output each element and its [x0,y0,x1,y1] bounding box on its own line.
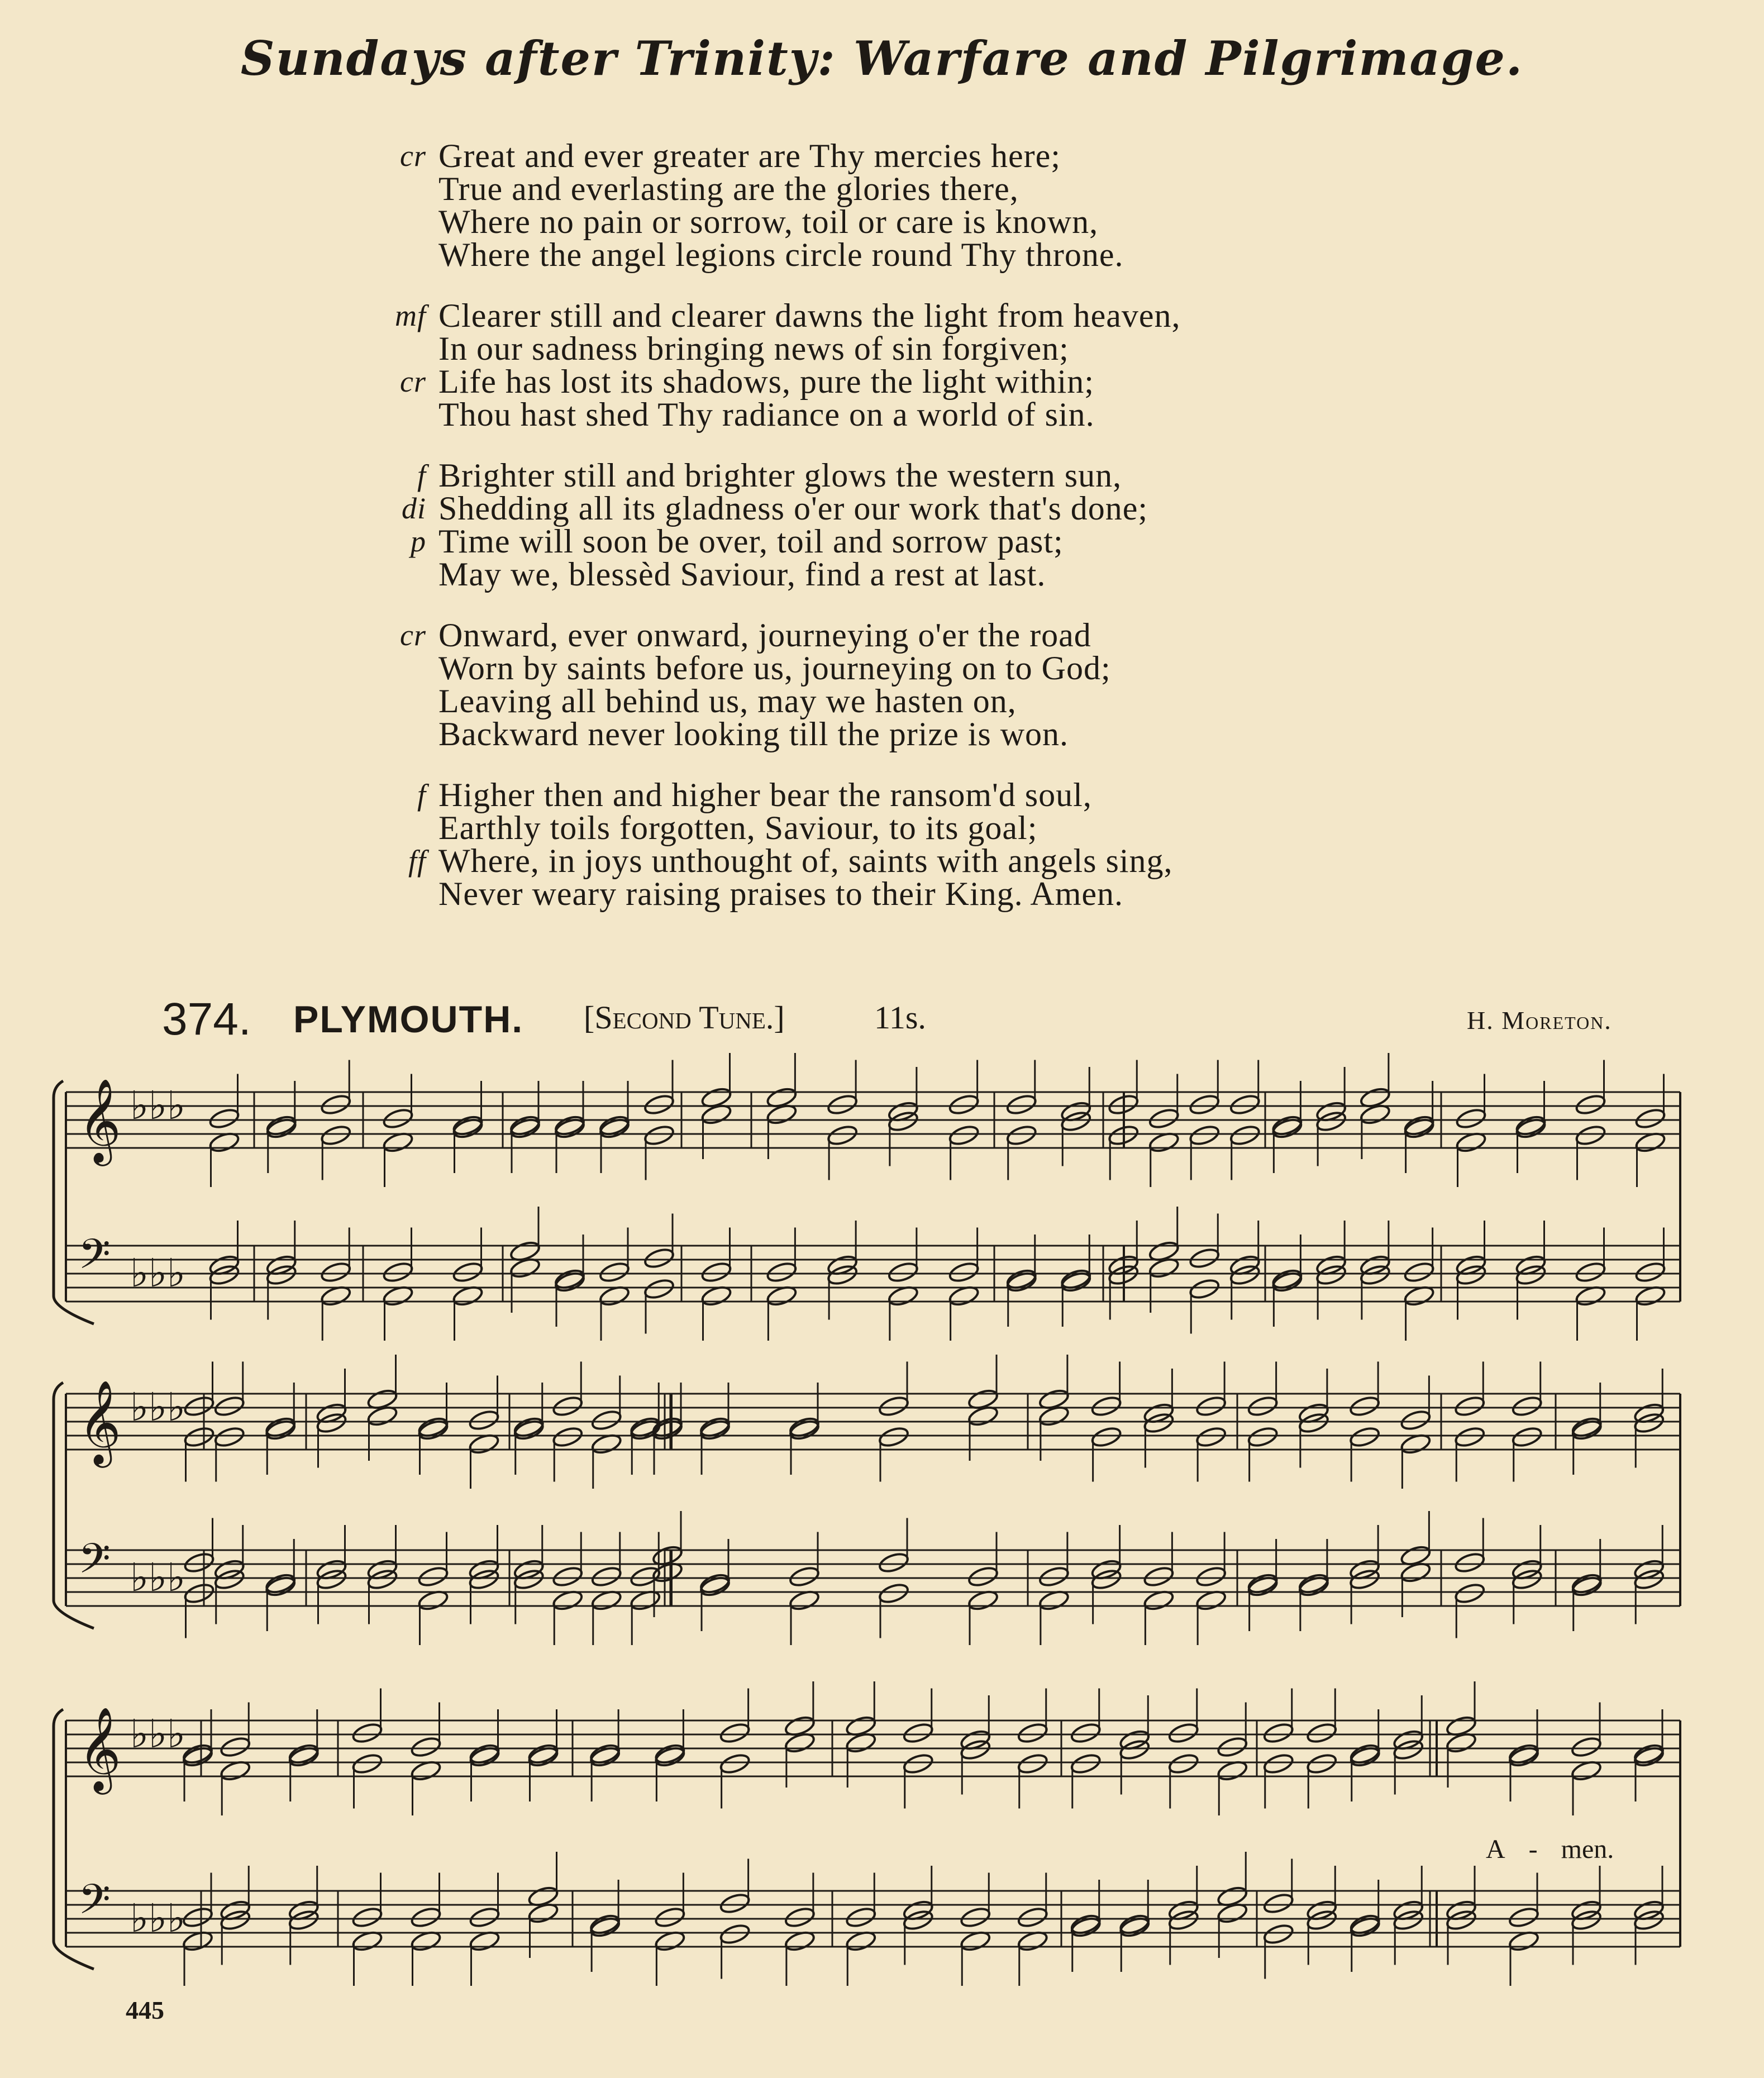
note-head [948,1260,980,1284]
note-head [1570,1735,1603,1758]
note-head [183,1581,216,1605]
note-head [320,1093,352,1116]
note-head [551,1565,584,1588]
note-head [1453,1425,1486,1448]
note-head [1262,1922,1295,1946]
note-head [654,1905,686,1929]
note-head [1142,1411,1175,1434]
amen-syllable-men: men. [1561,1834,1614,1864]
note-head [183,1425,216,1448]
composer: H. Moreton. [1467,1006,1612,1035]
verse-text: Great and ever greater are Thy mercies here; [438,137,1061,174]
note-head [1445,1908,1477,1932]
note-head [643,1123,675,1147]
note-head [1511,1567,1543,1591]
note-head [788,1565,821,1588]
note-head [643,1246,675,1270]
note-head [1060,1109,1092,1133]
note-head [1511,1425,1543,1448]
note-head [1633,1411,1665,1434]
note-head [1262,1721,1295,1745]
note-head [1017,1721,1049,1745]
dynamic-mark: mf [395,299,426,332]
dynamic-mark: ff [408,844,426,878]
note-head [410,1735,442,1758]
note-head [208,1107,241,1130]
verse-text: Where the angel legions circle round Thy throne. [438,236,1124,273]
note-head [1167,1752,1200,1775]
note-head [959,1738,991,1761]
note-head [826,1263,859,1286]
note-head [1090,1394,1123,1418]
note-head [1038,1565,1070,1588]
note-head [1247,1394,1279,1418]
note-head [1348,1567,1381,1591]
note-head [590,1565,623,1588]
note-head [1570,1908,1603,1932]
note-head [959,1905,991,1929]
flat-icon: ♭♭♭ [130,1384,186,1430]
note-head [719,1891,751,1915]
note-head [1633,1567,1665,1591]
note-head [1017,1905,1049,1929]
note-head [1188,1246,1221,1270]
note-head [1453,1551,1486,1574]
verse-text: In our sadness bringing news of sin forgiven; [438,330,1069,367]
note-head [213,1567,246,1591]
flat-icon: ♭♭♭ [130,1250,186,1296]
amen-lyric [1486,1834,1614,1865]
note-head [590,1408,623,1432]
note-head [1634,1107,1667,1130]
note-head [1229,1263,1261,1286]
note-head [1633,1908,1665,1932]
note-head [1142,1565,1175,1588]
note-head [1455,1107,1488,1130]
note-head [1575,1123,1607,1147]
note-head [452,1260,484,1284]
note-head [1634,1260,1667,1284]
verse-text: Life has lost its shadows, pure the light within; [438,363,1094,400]
note-head [826,1123,859,1147]
note-head [1575,1093,1607,1116]
note-head [700,1260,733,1284]
note-head [513,1567,545,1591]
verse-text: Where, in joys unthought of, saints with angels sing, [438,842,1173,879]
bass-clef-icon: 𝄢 [78,1534,111,1593]
note-head [469,1905,501,1929]
music-systems [54,1078,1680,1969]
note-head [1118,1738,1151,1761]
note-head [1392,1908,1424,1932]
note-head [382,1260,414,1284]
note-head [468,1408,500,1432]
note-head [1188,1123,1221,1147]
note-head [1305,1721,1338,1745]
note-head [878,1551,910,1574]
verse-text: True and everlasting are the glories there, [438,170,1019,207]
note-head [183,1551,216,1574]
note-head [1348,1394,1381,1418]
dynamic-mark: p [411,525,426,558]
verse-text: Clearer still and clearer dawns the light from heaven, [438,297,1181,334]
note-head [1392,1738,1424,1761]
note-head [1515,1263,1547,1286]
note-head [887,1260,919,1284]
note-head [719,1752,751,1775]
verse-text: May we, blessèd Saviour, find a rest at last. [438,556,1046,593]
dynamic-mark: f [417,459,426,492]
note-head [551,1425,584,1448]
note-head [1399,1408,1432,1432]
note-head [1167,1908,1200,1932]
bass-clef-icon: 𝄢 [78,1875,111,1934]
note-head [1195,1565,1227,1588]
note-head [213,1394,246,1418]
note-head [1453,1394,1486,1418]
flat-icon: ♭♭♭ [130,1555,186,1600]
note-head [1167,1721,1200,1745]
note-head [351,1752,384,1775]
music-notes [182,1053,1666,1986]
note-head [1090,1567,1123,1591]
note-head [468,1567,500,1591]
note-head [1229,1093,1261,1116]
note-head [1247,1425,1279,1448]
verse-text: Shedding all its gladness o'er our work that's done; [438,490,1148,527]
note-head [288,1908,320,1932]
note-head [1262,1891,1295,1915]
dynamic-mark: f [417,778,426,812]
note-head [1455,1263,1488,1286]
note-head [948,1093,980,1116]
note-head [845,1905,877,1929]
note-head [826,1093,859,1116]
tune-note: [Second Tune.] [584,999,785,1036]
note-head [765,1260,798,1284]
note-head [948,1123,980,1147]
note-head [967,1565,999,1588]
verse-text: Never weary raising praises to their King. Amen. [438,875,1123,912]
amen-syllable-a: A [1486,1834,1505,1864]
dynamic-mark: cr [400,365,426,398]
note-head [316,1567,348,1591]
page-number: 445 [126,1996,164,2024]
note-head [382,1107,414,1130]
note-head [1070,1752,1102,1775]
note-head [1508,1905,1540,1929]
note-head [629,1565,661,1588]
note-head [417,1565,450,1588]
note-head [351,1905,384,1929]
note-head [1403,1260,1436,1284]
note-head [1511,1394,1543,1418]
note-head [213,1425,246,1448]
dynamic-mark: di [401,492,426,525]
note-head [902,1908,935,1932]
note-head [551,1394,584,1418]
amen-hyphen: - [1528,1834,1538,1864]
note-head [1188,1093,1221,1116]
verse-text: Worn by saints before us, journeying on to God; [438,650,1111,687]
flat-icon: ♭♭♭ [130,1711,186,1757]
running-header: Sundays after Trinity: Warfare and Pilgrimage. [240,31,1524,86]
note-head [1359,1263,1391,1286]
meter: 11s. [874,999,926,1036]
note-head [643,1277,675,1300]
note-head [878,1581,910,1605]
note-head [182,1905,214,1929]
note-head [1188,1277,1221,1300]
note-head [1017,1752,1049,1775]
note-head [320,1123,352,1147]
dynamic-mark: cr [400,618,426,652]
note-head [351,1721,384,1745]
note-head [1070,1721,1102,1745]
note-head [219,1735,251,1758]
note-head [1305,1752,1338,1775]
note-head [219,1908,251,1932]
flat-icon: ♭♭♭ [130,1895,186,1941]
note-head [719,1721,751,1745]
note-head [316,1411,348,1434]
note-head [1305,1908,1338,1932]
hymn-number: 374. [162,994,251,1045]
note-head [1315,1109,1347,1133]
note-head [1090,1425,1123,1448]
note-head [719,1922,751,1946]
note-head [1348,1425,1381,1448]
verse-text: Onward, ever onward, journeying o'er the road [438,617,1091,654]
note-head [784,1905,816,1929]
verse-text: Where no pain or sorrow, toil or care is known, [438,203,1099,240]
note-head [1453,1581,1486,1605]
dynamic-mark: cr [400,139,426,173]
note-head [878,1425,910,1448]
treble-clef-icon: 𝄞 [78,1706,121,1791]
note-head [1216,1735,1248,1758]
treble-clef-icon: 𝄞 [78,1379,121,1464]
note-head [410,1905,442,1929]
note-head [1005,1123,1038,1147]
note-head [265,1263,298,1286]
note-head [1195,1425,1227,1448]
note-head [902,1721,935,1745]
verse-text: Backward never looking till the prize is won. [438,716,1069,752]
note-head [1229,1123,1261,1147]
treble-clef-icon: 𝄞 [78,1078,121,1162]
note-head [1298,1411,1330,1434]
flat-icon: ♭♭♭ [130,1083,186,1128]
note-head [878,1394,910,1418]
note-head [320,1260,352,1284]
note-head [208,1263,241,1286]
verse-text: Brighter still and brighter glows the western sun, [438,457,1122,494]
bass-clef-icon: 𝄢 [78,1230,111,1289]
note-head [643,1093,675,1116]
note-head [1148,1107,1180,1130]
verse-text: Leaving all behind us, may we hasten on, [438,683,1017,719]
note-head [598,1260,631,1284]
note-head [1315,1263,1347,1286]
note-head [1005,1093,1038,1116]
note-head [183,1394,216,1418]
note-head [887,1109,919,1133]
note-head [1575,1260,1607,1284]
verse-text: Thou hast shed Thy radiance on a world of sin. [438,396,1095,433]
verse-text: Time will soon be over, toil and sorrow past; [438,523,1064,560]
note-head [1262,1752,1295,1775]
verse-text: Earthly toils forgotten, Saviour, to its goal; [438,809,1038,846]
note-head [366,1567,399,1591]
verse-text: Higher then and higher bear the ransom'd soul, [438,776,1092,813]
note-head [902,1752,935,1775]
note-head [1195,1394,1227,1418]
tune-name: PLYMOUTH. [293,998,524,1041]
